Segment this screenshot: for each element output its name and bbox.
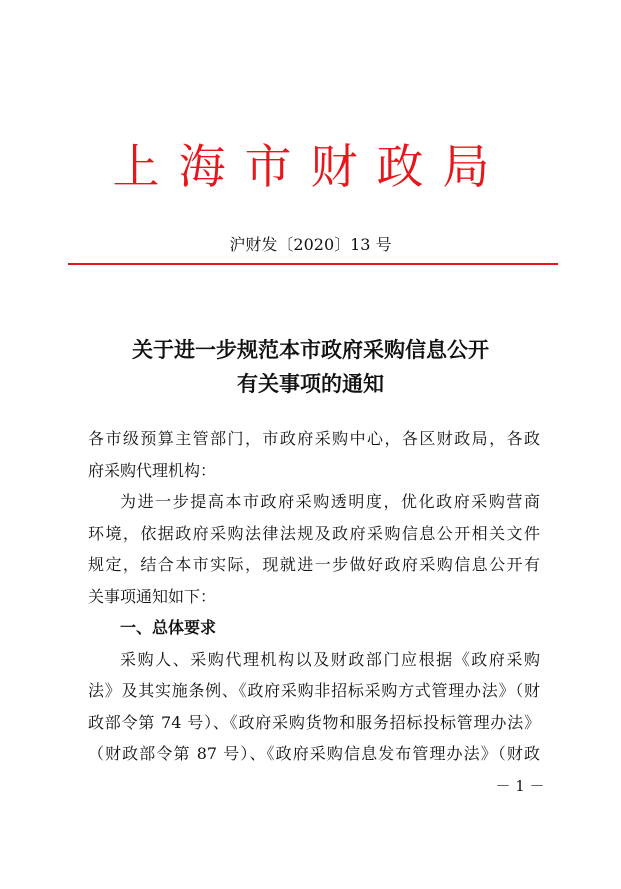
notice-title — [0, 333, 621, 401]
intro-line-4: 关事项通知如下： — [88, 586, 217, 606]
intro-line-3: 规定，结合本市实际，现就进一步做好政府采购信息公开有 — [88, 555, 540, 574]
red-divider-line — [68, 263, 558, 265]
document-number: 沪财发〔2020〕13 号 — [229, 235, 392, 254]
notice-title-line-2: 有关事项的通知 — [237, 371, 384, 396]
notice-title-line-1: 关于进一步规范本市政府采购信息公开 — [132, 337, 489, 362]
section-heading-general-requirements: 一、总体要求 — [120, 618, 217, 637]
intro-line-1: 为进一步提高本市政府采购透明度，优化政府采购营商 — [120, 492, 540, 511]
page-number: － 1 － — [495, 777, 545, 795]
addressee-line-1: 各市级预算主管部门，市政府采购中心，各区财政局，各政 — [88, 429, 540, 448]
section1-line-4: （财政部令第 87 号）、《政府采购信息发布管理办法》（财政 — [88, 744, 540, 763]
body-text — [88, 423, 540, 770]
section1-line-3: 政部令第 74 号）、《政府采购货物和服务招标投标管理办法》 — [88, 712, 540, 732]
issuing-authority-title: 上海市财政局 — [112, 140, 509, 195]
section1-line-1: 采购人、采购代理机构以及财政部门应根据《政府采购 — [120, 649, 540, 669]
addressee-line-2: 府采购代理机构： — [88, 460, 217, 480]
intro-line-2: 环境，依据政府采购法律法规及政府采购信息公开相关文件 — [88, 523, 540, 543]
section1-line-2: 法》及其实施条例、《政府采购非招标采购方式管理办法》（财 — [88, 681, 540, 700]
